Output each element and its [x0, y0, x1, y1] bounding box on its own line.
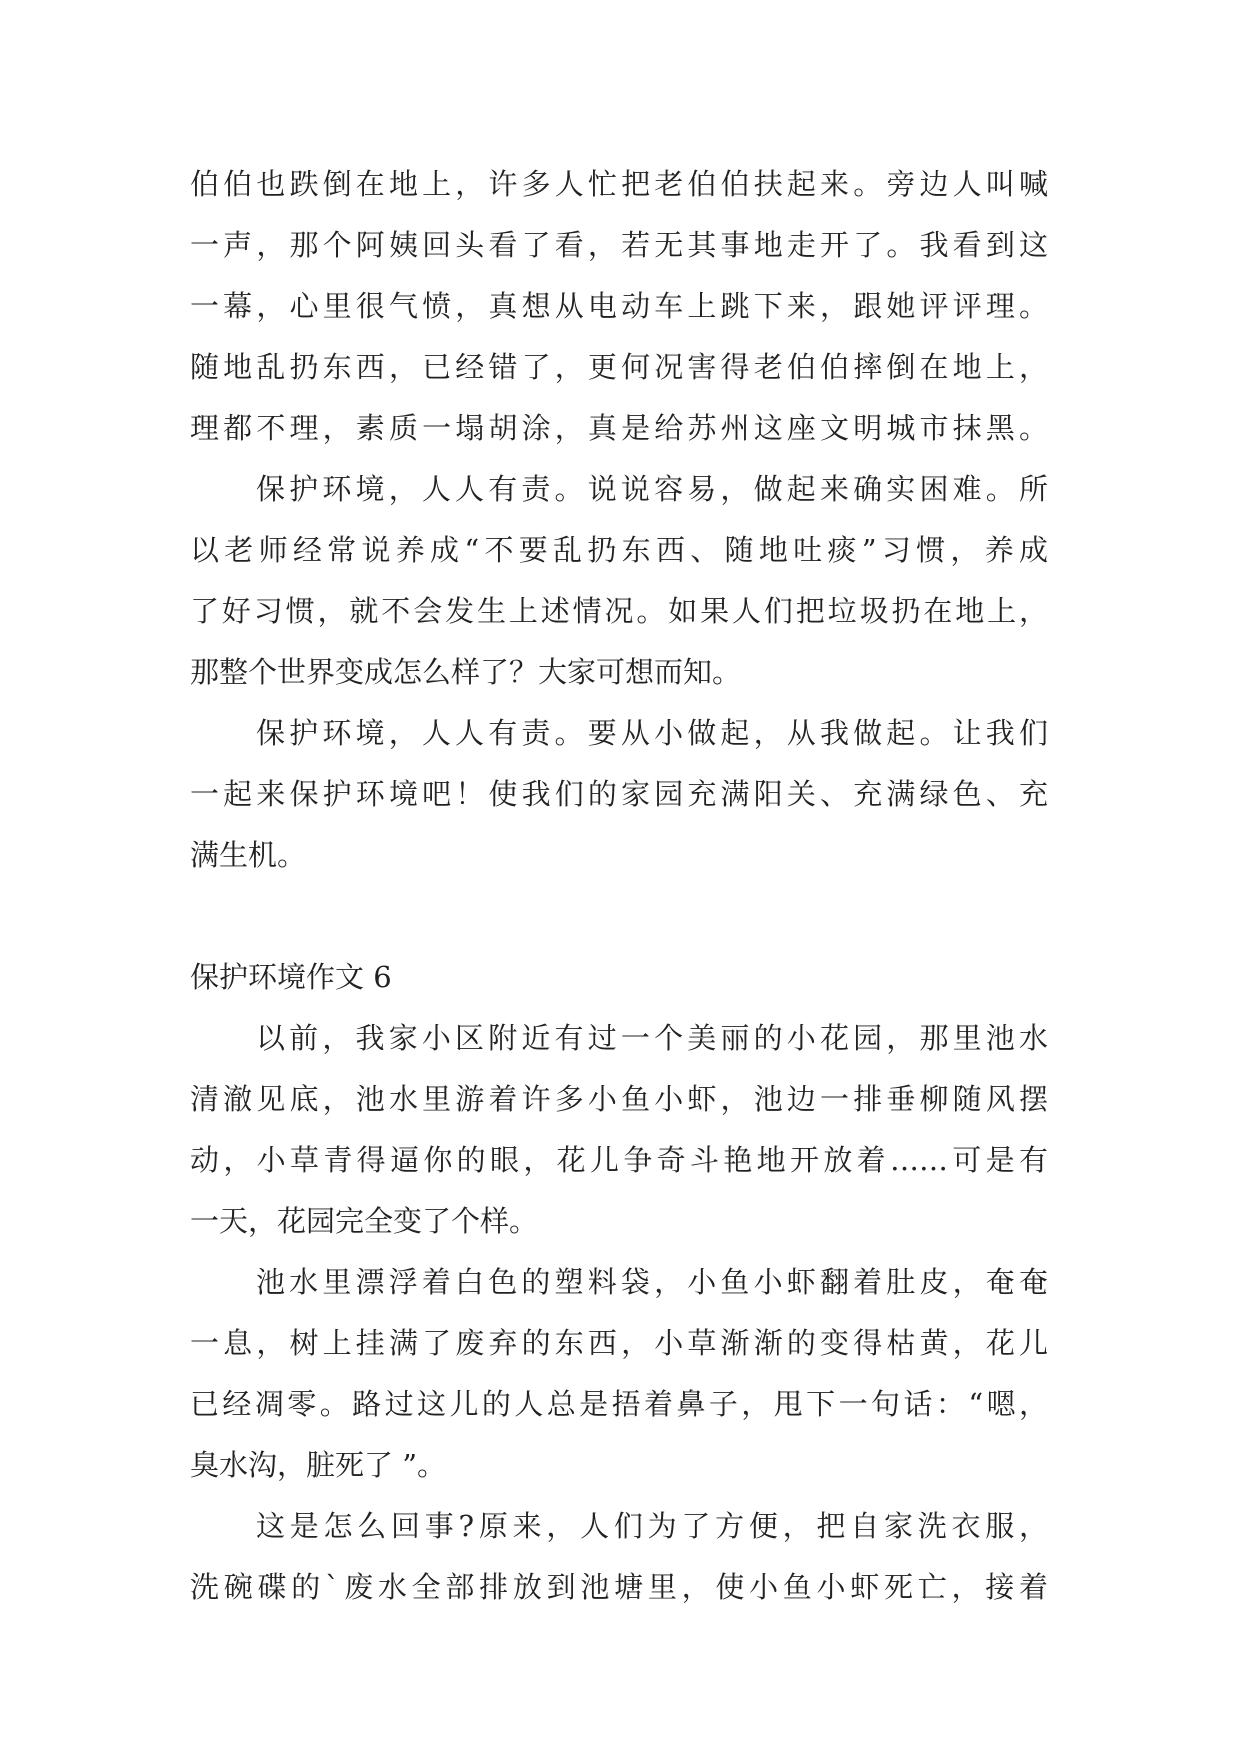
paragraph-continuation [190, 154, 1048, 459]
text-line: 随地乱扔东西，已经错了，更何况害得老伯伯摔倒在地上， [190, 350, 1048, 384]
text-line: 以老师经常说养成“不要乱扔东西、随地吐痰”习惯，养成 [190, 533, 1048, 567]
paragraph [190, 703, 1048, 886]
text-line: 满生机。 [190, 838, 307, 872]
section-heading: 保护环境作文 6 [190, 960, 392, 994]
text-line: 保护环境，人人有责。说说容易，做起来确实困难。所 [256, 472, 1048, 506]
text-line: 池水里漂浮着白色的塑料袋，小鱼小虾翻着肚皮，奄奄 [256, 1265, 1048, 1299]
paragraph [190, 459, 1048, 703]
text-line: 以前，我家小区附近有过一个美丽的小花园，那里池水 [256, 1021, 1048, 1055]
paragraph [190, 1496, 1048, 1618]
text-line: 一起来保护环境吧！使我们的家园充满阳关、充满绿色、充 [190, 777, 1048, 811]
spacer [190, 886, 1048, 947]
text-line: 那整个世界变成怎么样了？大家可想而知。 [190, 655, 742, 689]
text-line: 一息，树上挂满了废弃的东西，小草渐渐的变得枯黄，花儿 [190, 1326, 1048, 1360]
text-line: 伯伯也跌倒在地上，许多人忙把老伯伯扶起来。旁边人叫喊 [190, 167, 1048, 201]
text-line: 清澈见底，池水里游着许多小鱼小虾，池边一排垂柳随风摆 [190, 1082, 1048, 1116]
text-line: 一幕，心里很气愤，真想从电动车上跳下来，跟她评评理。 [190, 289, 1048, 323]
text-line: 保护环境，人人有责。要从小做起，从我做起。让我们 [256, 716, 1048, 750]
text-line: 已经凋零。路过这儿的人总是捂着鼻子，甩下一句话：“嗯， [190, 1387, 1048, 1421]
text-line: 理都不理，素质一塌胡涂，真是给苏州这座文明城市抹黑。 [190, 411, 1048, 445]
text-line: 洗碗碟的`废水全部排放到池塘里，使小鱼小虾死亡，接着 [190, 1570, 1048, 1604]
text-line: 动，小草青得逼你的眼，花儿争奇斗艳地开放着……可是有 [190, 1143, 1048, 1177]
paragraph [190, 1252, 1048, 1496]
text-line: 了好习惯，就不会发生上述情况。如果人们把垃圾扔在地上， [190, 594, 1048, 628]
text-line: 一声，那个阿姨回头看了看，若无其事地走开了。我看到这 [190, 228, 1048, 262]
document-body [190, 154, 1048, 1618]
paragraph [190, 1008, 1048, 1252]
text-line: 臭水沟，脏死了 ”。 [190, 1448, 447, 1482]
text-line: 一天，花园完全变了个样。 [190, 1204, 539, 1238]
text-line: 这是怎么回事?原来，人们为了方便，把自家洗衣服， [256, 1509, 1048, 1543]
